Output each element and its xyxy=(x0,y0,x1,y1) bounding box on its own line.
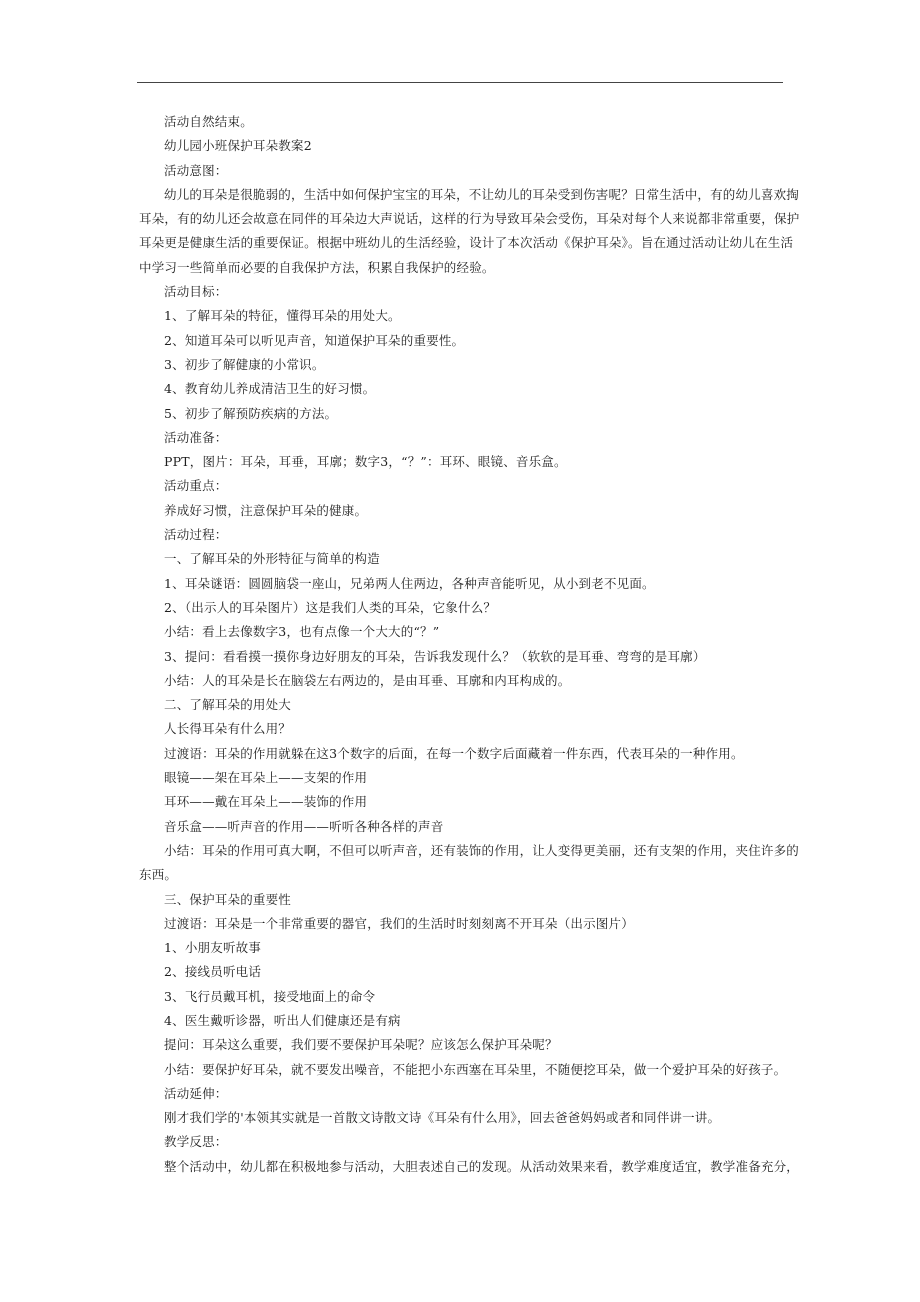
text-line: 东西。 xyxy=(139,867,178,883)
text-line: 1、耳朵谜语：圆圆脑袋一座山，兄弟两人住两边，各种声音能听见，从小到老不见面。 xyxy=(164,575,655,591)
text-line: 眼镜——架在耳朵上——支架的作用 xyxy=(164,770,368,786)
text-line: 小结：耳朵的作用可真大啊，不但可以听声音，还有装饰的作用，让人变得更美丽，还有支架的作用，夹住许多的 xyxy=(164,842,800,858)
text-line: 小结：要保护好耳朵，就不要发出噪音，不能把小东西塞在耳朵里，不随便挖耳朵，做一个爱护耳朵的好孩子。 xyxy=(164,1061,787,1077)
text-line: 过渡语：耳朵是一个非常重要的器官，我们的生活时时刻刻离不开耳朵（出示图片） xyxy=(164,915,634,931)
text-line: 小结：看上去像数字3，也有点像一个大大的“？” xyxy=(164,624,440,640)
text-line: 活动准备： xyxy=(164,429,228,445)
text-line: 3、飞行员戴耳机，接受地面上的命令 xyxy=(164,988,376,1004)
text-line: 提问：耳朵这么重要，我们要不要保护耳朵呢？应该怎么保护耳朵呢？ xyxy=(164,1037,558,1053)
text-line: 1、小朋友听故事 xyxy=(164,940,262,956)
text-line: 养成好习惯，注意保护耳朵的健康。 xyxy=(164,502,368,518)
text-line: 耳朵更是健康生活的重要保证。根据中班幼儿的生活经验，设计了本次活动《保护耳朵》。旨在通过活动让幼儿在生活 xyxy=(139,235,794,251)
text-line: 三、保护耳朵的重要性 xyxy=(164,891,292,907)
text-line: PPT，图片：耳朵，耳垂，耳廓；数字3，“？”：耳环、眼镜、音乐盒。 xyxy=(164,454,567,470)
text-line: 人长得耳朵有什么用？ xyxy=(164,721,292,737)
text-line: 4、医生戴听诊器，听出人们健康还是有病 xyxy=(164,1012,401,1028)
text-line: 小结：人的耳朵是长在脑袋左右两边的，是由耳垂、耳廓和内耳构成的。 xyxy=(164,672,571,688)
text-line: 耳环——戴在耳朵上——装饰的作用 xyxy=(164,794,368,810)
header-rule xyxy=(137,82,783,83)
text-line: 2、（出示人的耳朵图片）这是我们人类的耳朵，它象什么？ xyxy=(164,599,497,615)
text-line: 中学习一些简单而必要的自我保护方法，积累自我保护的经验。 xyxy=(139,259,495,275)
text-line: 整个活动中，幼儿都在积极地参与活动，大胆表述自己的发现。从活动效果来看，教学难度适宜，教学准备充分， xyxy=(164,1158,800,1174)
text-line: 活动意图： xyxy=(164,162,228,178)
text-line: 耳朵，有的幼儿还会故意在同伴的耳朵边大声说话，这样的行为导致耳朵会受伤，耳朵对每个人来说都非常重要，保护 xyxy=(139,211,800,227)
text-line: 教学反思： xyxy=(164,1134,228,1150)
text-line: 过渡语：耳朵的作用就躲在这3个数字的后面，在每一个数字后面藏着一件东西，代表耳朵的一种作用。 xyxy=(164,745,744,761)
text-line: 3、初步了解健康的小常识。 xyxy=(164,356,325,372)
text-line: 幼儿园小班保护耳朵教案2 xyxy=(164,138,312,154)
text-line: 活动重点： xyxy=(164,478,228,494)
text-line: 活动过程： xyxy=(164,527,228,543)
text-line: 1、了解耳朵的特征，懂得耳朵的用处大。 xyxy=(164,308,401,324)
text-line: 活动自然结束。 xyxy=(164,114,253,129)
text-line: 一、了解耳朵的外形特征与简单的构造 xyxy=(164,551,380,567)
text-line: 幼儿的耳朵是很脆弱的，生活中如何保护宝宝的耳朵，不让幼儿的耳朵受到伤害呢？日常生活中，有的幼儿喜欢掏 xyxy=(164,186,800,202)
text-line: 音乐盒——听声音的作用——听听各种各样的声音 xyxy=(164,818,444,834)
text-line: 5、初步了解预防疾病的方法。 xyxy=(164,405,338,421)
text-line: 二、了解耳朵的用处大 xyxy=(164,697,292,713)
text-line: 2、接线员听电话 xyxy=(164,964,262,980)
text-line: 活动延伸： xyxy=(164,1085,228,1101)
text-line: 2、知道耳朵可以听见声音，知道保护耳朵的重要性。 xyxy=(164,332,465,348)
text-line: 4、教育幼儿养成清洁卫生的好习惯。 xyxy=(164,381,376,397)
text-line: 3、提问：看看摸一摸你身边好朋友的耳朵，告诉我发现什么？（软软的是耳垂、弯弯的是耳廓） xyxy=(164,648,706,664)
text-line: 刚才我们学的'本领其实就是一首散文诗散文诗《耳朵有什么用》，回去爸爸妈妈或者和同伴讲一讲。 xyxy=(164,1110,721,1126)
text-line: 活动目标： xyxy=(164,284,228,300)
document-body xyxy=(139,110,800,1179)
